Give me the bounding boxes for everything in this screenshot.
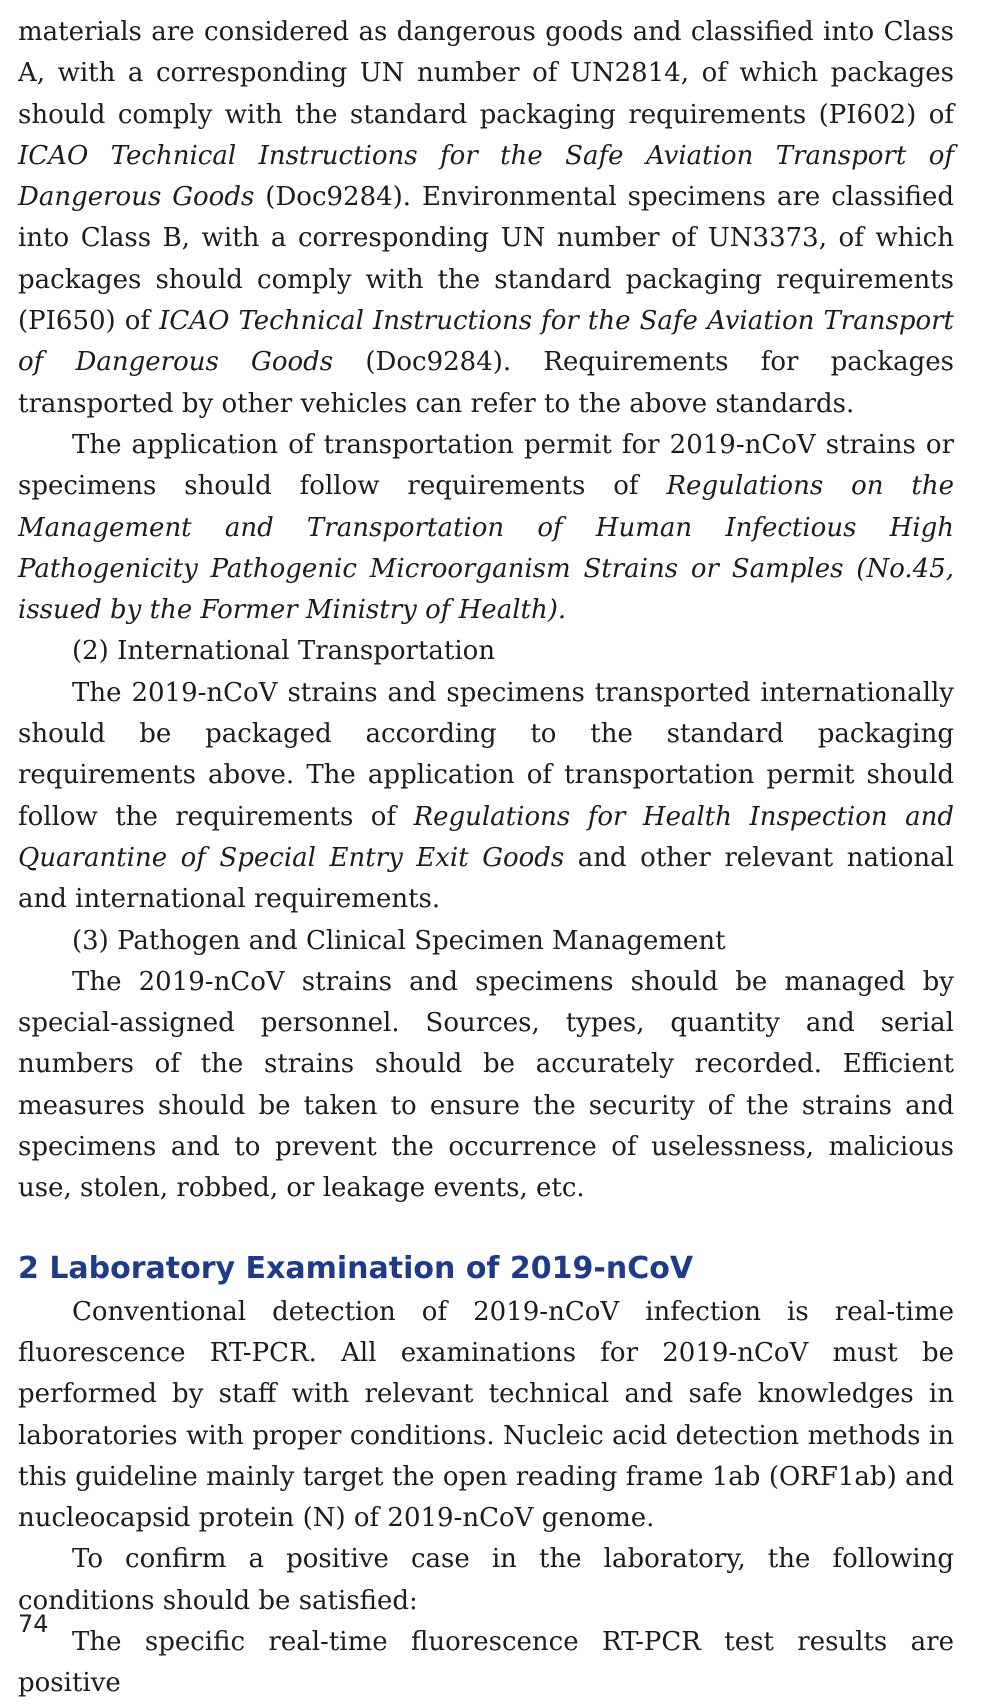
text-run: materials are considered as dangerous goods and classified into Class A, with a corresponding UN number of UN2814, of which packages should comply with the standard packaging requirements (PI602) of	[18, 17, 954, 130]
paragraph-transport-permit	[18, 425, 954, 631]
page-number: 74	[18, 1610, 49, 1638]
subheading-international-transportation: (2) International Transportation	[72, 636, 496, 667]
text-run: (Doc9284). Environmental specimens are classified into Class B, with a corresponding UN number of UN3373, of which packages should comply with the standard packaging requirements (PI650) of	[18, 182, 954, 337]
italic-citation-inspection: Regulations for Health Inspection and Quarantine of Special Entry Exit Goods	[18, 801, 954, 873]
paragraph-specimen-management: The 2019-nCoV strains and specimens should be managed by special-assigned personnel. Sources, types, quantity and serial numbers of the strains should be accurately recorded. Efficient measures should be taken to ensure the security of the strains and specimens and to prevent the occurrence of uselessness, malicious use, stolen, robbed, or leakage events, etc.	[18, 966, 954, 1204]
text-run: The 2019-nCoV strains and specimens transported internationally should be packaged according to the standard packaging requirements above. The application of transportation permit should follow the requirements of	[18, 677, 954, 832]
italic-citation-icao: ICAO Technical Instructions for the Safe Aviation Transport of Dangerous Goods	[18, 306, 955, 378]
paragraph-detection-method: Conventional detection of 2019-nCoV infection is real-time fluorescence RT-PCR. All examinations for 2019-nCoV must be performed by staff with relevant technical and safe knowledges in laboratories with proper conditions. Nucleic acid detection methods in this guideline mainly target the open reading frame 1ab (ORF1ab) and nucleocapsid protein (N) of 2019-nCoV genome.	[18, 1296, 954, 1534]
italic-citation-regulations: Regulations on the Management and Transportation of Human Infectious High Pathogenicity Pathogenic Microorganism Strains or Samples (No.45, issued by the Former Ministry of Health).	[18, 471, 954, 626]
subheading-specimen-management: (3) Pathogen and Clinical Specimen Management	[72, 925, 726, 956]
paragraph-packaging-classes	[18, 12, 954, 425]
text-run: The application of transportation permit for 2019-nCoV strains or specimens should follow requirements of	[18, 429, 954, 502]
section-title: 2 Laboratory Examination of 2019-nCoV	[18, 1250, 694, 1286]
paragraph-pcr-results: The specific real-time fluorescence RT-PCR test results are positive	[18, 1626, 954, 1699]
text-run: and other relevant national and international requirements.	[18, 842, 954, 915]
text-run: (Doc9284). Requirements for packages transported by other vehicles can refer to the above standards.	[18, 347, 954, 419]
italic-citation-icao: ICAO Technical Instructions for the Safe Aviation Transport of Dangerous Goods	[18, 140, 954, 213]
text-column	[18, 12, 954, 1705]
paragraph-international	[18, 673, 954, 921]
paragraph-confirm-conditions: To confirm a positive case in the laboratory, the following conditions should be satisfied:	[18, 1544, 954, 1616]
